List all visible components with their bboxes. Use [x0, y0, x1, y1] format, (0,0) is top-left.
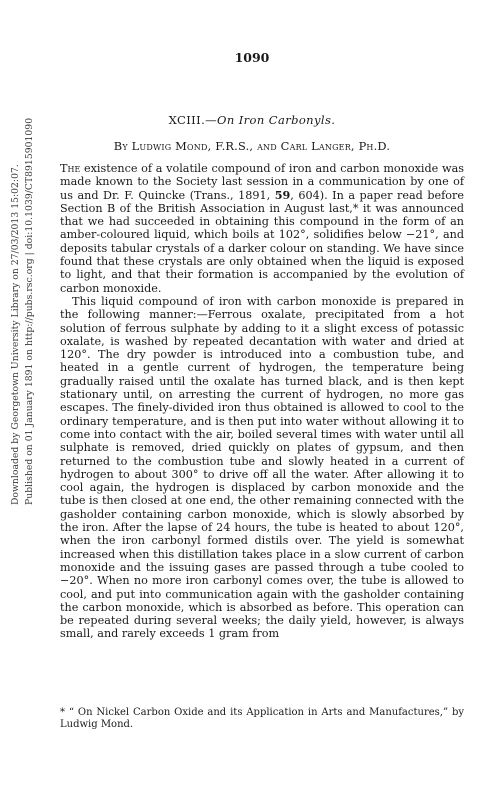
- paragraph-2: This liquid compound of iron with carbon monoxide is prepared in the following manner:—Ferrous oxalate, precipitated from a hot solution of ferrous sulphate by adding to it a slight excess of potassic oxalate, is washed by repeated decantation with water and dried at 120°. The dry powder is introduced into a combustion tube, and heated in a gentle current of hydrogen, the temperature being gradually raised until the oxalate has turned black, and is then kept stationary until, on arresting the current of hydrogen, no more gas escapes. The finely-divided iron thus obtained is allowed to cool to the ordinary temperature, and is then put into water without allowing it to come into contact with the air, boiled several times with water until all sulphate is removed, dried quickly on plates of gypsum, and then returned to the combustion tube and slowly heated in a current of hydrogen to about 300° to drive off all the water. After allowing it to cool again, the hydrogen is displaced by carbon monoxide and the tube is then closed at one end, the other remaining connected with the gasholder containing carbon monoxide, which is slowly absorbed by the iron. After the lapse of 24 hours, the tube is heated to about 120°, when the iron carbonyl formed distils over. The yield is somewhat increased when this distillation takes place in a slow current of carbon monoxide and the issuing gases are passed through a tube cooled to −20°. When no more iron carbonyl comes over, the tube is allowed to cool, and put into communication again with the gasholder containing the carbon monoxide, which is absorbed as before. This operation can be repeated during several weeks; the daily yield, however, is always small, and rarely exceeds 1 gram from: [60, 294, 464, 641]
- page-number: 1090: [234, 50, 270, 65]
- download-stamp: [0, 117, 40, 510]
- paragraph-lead: The: [60, 162, 81, 175]
- volume-number: 59: [274, 187, 291, 202]
- footnote: * “ On Nickel Carbon Oxide and its Application in Arts and Manufactures,” by Ludwig Mond.: [60, 707, 464, 731]
- authors-line: By Ludwig Mond, F.R.S., and Carl Langer, Ph.D.: [113, 139, 391, 153]
- title-italic: On Iron Carbonyls.: [217, 113, 336, 127]
- publication-notice: Published on 01 January 1891 on http://pubs.rsc.org | doi:10.1039/CT8915901090: [24, 117, 35, 505]
- paragraph-1-text-b: , 604). In a paper read before Section B of the British Association in August last,* it was announced that we had succeeded in obtaining this compound in the form of an amber-coloured liquid, which boils at 102°, solidifies below −21°, and deposits tabular crystals of a darker colour on standing. We have since found that these crystals are only obtained when the liquid is exposed to light, and that their formation is accompanied by the evolution of carbon monoxide.: [60, 188, 464, 295]
- paragraph-1-text-a: existence of a volatile compound of iron and carbon monoxide was made known to the Society last session in a communication by one of us and Dr. F. Quincke (Trans., 1891,: [60, 162, 464, 202]
- download-notice: Downloaded by Georgetown University Library on 27/03/2013 15:02:07.: [10, 164, 21, 505]
- article-title: [0, 113, 504, 127]
- paragraph-1: [60, 162, 464, 295]
- article-body: [60, 162, 464, 641]
- title-prefix: XCIII.—: [168, 113, 218, 127]
